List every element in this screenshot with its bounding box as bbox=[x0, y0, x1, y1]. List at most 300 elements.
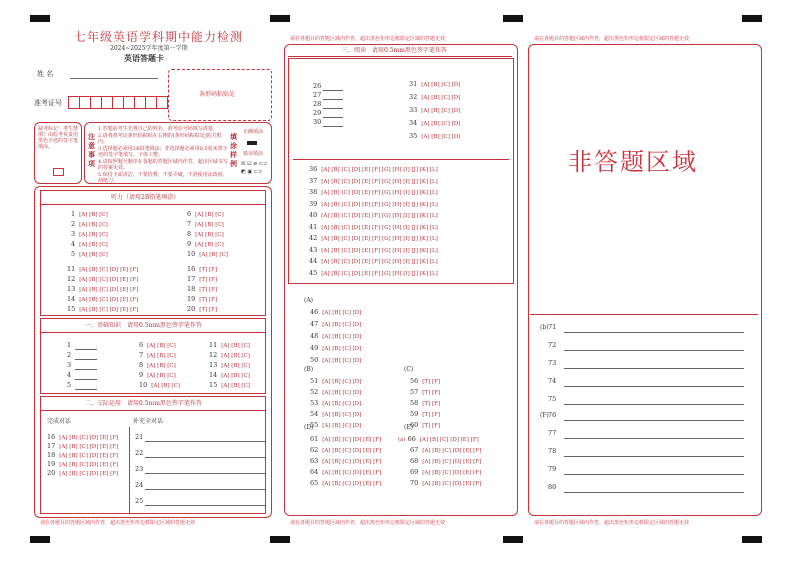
option-bubbles[interactable]: [A] [B] [C] [D] [E] [F] bbox=[422, 459, 482, 465]
option-bubbles[interactable]: [A] [B] [C] [D] bbox=[421, 121, 461, 127]
question-number: 65 bbox=[310, 479, 319, 487]
question-number: 61 bbox=[310, 435, 319, 443]
answer-row bbox=[47, 434, 118, 442]
option-bubbles[interactable]: [A] [B] [C] [D] bbox=[322, 412, 362, 418]
complete-dialogue-label: 完成对话 bbox=[47, 418, 72, 425]
option-bubbles[interactable]: [A] [B] [C] [D] [E] [F] bbox=[59, 435, 119, 441]
answer-blank[interactable] bbox=[145, 450, 265, 458]
answer-row bbox=[67, 286, 138, 294]
answer-row bbox=[309, 201, 438, 209]
question-number: 77 bbox=[548, 429, 557, 437]
question-number: 44 bbox=[309, 257, 318, 265]
answer-row bbox=[187, 211, 224, 219]
registration-mark bbox=[742, 15, 762, 22]
answer-row bbox=[398, 435, 479, 444]
option-bubbles[interactable]: [A] [B] [C] [D] [E] [F] [G] [H] [I] [J] [K] [L] bbox=[321, 201, 438, 208]
answer-row bbox=[187, 221, 224, 229]
blank-row bbox=[313, 119, 343, 127]
option-bubbles[interactable]: [A] [B] [C] [D] [E] [F] bbox=[322, 437, 382, 443]
option-bubbles[interactable]: [A] [B] [C] [D] bbox=[421, 82, 461, 88]
card-title: 英语答题卡 bbox=[124, 53, 164, 63]
option-bubbles[interactable]: [A] [B] [C] [D] [E] [F] bbox=[59, 471, 119, 477]
blank-row bbox=[313, 83, 343, 91]
question-number: 75 bbox=[548, 395, 557, 403]
question-number: 28 bbox=[313, 100, 322, 108]
question-number: 15 bbox=[67, 305, 76, 313]
answer-row bbox=[309, 189, 438, 197]
answer-line[interactable] bbox=[564, 449, 744, 457]
option-bubbles[interactable]: [A] [B] [C] [D] [E] [F] bbox=[322, 448, 382, 454]
option-bubbles[interactable]: [A] [B] [C] bbox=[147, 363, 176, 369]
answer-blank[interactable] bbox=[145, 434, 265, 442]
wrong-fill-label: 错误填涂 bbox=[243, 151, 264, 157]
question-number: 71 bbox=[548, 323, 557, 331]
question-number: 36 bbox=[309, 165, 318, 173]
option-bubbles[interactable]: [A] [B] [C] [D] [E] [F] bbox=[59, 453, 119, 459]
answer-row bbox=[310, 469, 381, 477]
blank-row bbox=[67, 362, 97, 370]
answer-blank[interactable] bbox=[75, 352, 97, 360]
option-bubbles[interactable]: [T] [F] bbox=[422, 401, 441, 407]
answer-row bbox=[310, 436, 381, 444]
option-bubbles[interactable]: [A] [B] [C] [D] [E] [F] [G] [H] [I] [J] [K] [L] bbox=[321, 236, 438, 242]
answer-line[interactable] bbox=[564, 467, 744, 475]
answer-row bbox=[310, 345, 361, 353]
question-number: 37 bbox=[309, 176, 318, 185]
answer-row bbox=[71, 211, 108, 219]
id-digit-box[interactable] bbox=[156, 96, 168, 109]
answer-line[interactable] bbox=[564, 485, 744, 493]
question-number: 41 bbox=[309, 222, 318, 231]
answer-row bbox=[409, 107, 460, 115]
barcode-area bbox=[168, 69, 272, 121]
question-number: 72 bbox=[548, 341, 557, 349]
option-bubbles[interactable]: [A] [B] [C] [D] [E] [F] bbox=[79, 277, 139, 283]
option-bubbles[interactable]: [T] [F] bbox=[422, 412, 441, 418]
option-bubbles[interactable]: [A] [B] [C] [D] [E] [F] bbox=[422, 448, 482, 454]
absent-note: 缺考标记：考生禁填！由监考负责用黑色字迹的签字笔填涂。 bbox=[38, 126, 79, 150]
section-label: (A) bbox=[304, 297, 314, 304]
absent-box bbox=[34, 122, 82, 184]
answer-row bbox=[410, 458, 481, 466]
question-number: 20 bbox=[187, 305, 196, 313]
option-bubbles[interactable]: [A] [B] [C] bbox=[79, 212, 108, 218]
reading-title: 三、阅读 请用0.5mm黑色签字笔作答 bbox=[342, 47, 447, 54]
answer-blank[interactable] bbox=[75, 372, 97, 380]
answer-row bbox=[410, 411, 440, 419]
answer-row bbox=[67, 306, 138, 314]
option-bubbles[interactable]: [A] [B] [C] [D] [E] [F] [G] [H] [I] [J] [K] [L] bbox=[321, 178, 438, 185]
question-number: 1 bbox=[67, 341, 72, 349]
option-bubbles[interactable]: [A] [B] [C] [D] [E] [F] bbox=[79, 307, 139, 313]
answer-row bbox=[209, 372, 250, 380]
option-bubbles[interactable]: [A] [B] [C] bbox=[79, 232, 108, 238]
question-number: 3 bbox=[67, 361, 72, 369]
question-number: 50 bbox=[310, 356, 319, 364]
option-bubbles[interactable]: [A] [B] [C] [D] bbox=[322, 401, 362, 407]
answer-row bbox=[67, 266, 138, 274]
option-bubbles[interactable]: [A] [B] [C] bbox=[221, 383, 250, 389]
question-number: 59 bbox=[410, 410, 419, 418]
option-bubbles[interactable]: [A] [B] [C] [D] [E] [F] bbox=[422, 470, 482, 476]
margin-note-mid-top: 请在各题目的答题区域内作答，超出黑色矩形边框限定区域的答题无效 bbox=[290, 36, 446, 42]
answer-row bbox=[309, 224, 438, 232]
question-number: 5 bbox=[71, 250, 76, 258]
question-number: 56 bbox=[410, 377, 419, 385]
question-number: 16 bbox=[187, 265, 196, 273]
question-number: 17 bbox=[187, 275, 196, 283]
option-bubbles[interactable]: [A] [B] [C] [D] bbox=[322, 379, 362, 385]
question-number: 51 bbox=[310, 377, 319, 385]
question-number: 26 bbox=[313, 82, 322, 90]
option-bubbles[interactable]: [A] [B] [C] [D] [E] [F] [G] [H] [I] [J] [K] [L] bbox=[321, 259, 438, 265]
answer-row bbox=[310, 411, 361, 419]
question-number: 68 bbox=[410, 457, 419, 465]
option-bubbles[interactable]: [A] [B] [C] [D] [E] [F] bbox=[79, 287, 139, 293]
correct-fill-mark bbox=[247, 141, 257, 145]
exam-id-label: 准考证号 bbox=[34, 99, 62, 107]
answer-row bbox=[187, 306, 217, 314]
fill-sample-label: 填涂样例 bbox=[230, 132, 237, 168]
answer-row bbox=[209, 352, 250, 360]
option-bubbles[interactable]: [A] [B] [C] bbox=[195, 242, 224, 248]
blank-row bbox=[135, 434, 265, 442]
option-bubbles[interactable]: [A] [B] [C] bbox=[195, 222, 224, 228]
option-bubbles[interactable]: [T] [F] bbox=[422, 379, 441, 385]
answer-blank[interactable] bbox=[145, 482, 265, 490]
section-label: (B) bbox=[304, 366, 314, 373]
margin-note-left: 请在各题目的答题区域内作答，超出黑色矩形边框限定区域的答题无效 bbox=[40, 520, 196, 526]
option-bubbles[interactable]: [A] [B] [C] [D] [E] [F] bbox=[59, 462, 119, 468]
option-bubbles[interactable]: [A] [B] [C] bbox=[79, 242, 108, 248]
option-bubbles[interactable]: [A] [B] [C] [D] [E] [F] bbox=[79, 297, 139, 303]
option-bubbles[interactable]: [A] [B] [C] bbox=[221, 353, 250, 359]
question-number: 7 bbox=[187, 220, 192, 228]
option-bubbles[interactable]: [A] [B] [C] bbox=[147, 343, 176, 349]
option-bubbles[interactable]: [T] [F] bbox=[199, 307, 218, 313]
answer-row bbox=[410, 469, 481, 477]
answer-row bbox=[310, 458, 381, 466]
question-number: 2 bbox=[71, 220, 76, 228]
option-bubbles[interactable]: [A] [B] [C] [D] [E] [F] [G] [H] [I] [J] [K] [L] bbox=[321, 224, 438, 231]
question-number: 58 bbox=[410, 399, 419, 407]
blank-row bbox=[67, 372, 97, 380]
question-number: 54 bbox=[310, 410, 319, 418]
notice-line: 1.答题前考生先将自己的姓名、准考证号码填写清楚。 bbox=[98, 126, 218, 132]
section-label: (b) bbox=[540, 324, 549, 331]
question-number: 6 bbox=[139, 341, 144, 349]
option-bubbles[interactable]: [A] [B] [C] bbox=[221, 373, 250, 379]
option-bubbles[interactable]: [A] [B] [C] [D] bbox=[421, 95, 461, 101]
supplement-dialogue-label: 补充全对话 bbox=[133, 418, 164, 425]
answer-blank[interactable] bbox=[323, 110, 343, 118]
question-number: 13 bbox=[67, 285, 76, 293]
blank-row bbox=[135, 450, 265, 458]
answer-row bbox=[67, 276, 138, 284]
option-bubbles[interactable]: [T] [F] bbox=[199, 297, 218, 303]
answer-blank[interactable] bbox=[323, 92, 343, 100]
question-number: 57 bbox=[410, 388, 419, 396]
option-bubbles[interactable]: [A] [B] [C] [D] bbox=[322, 310, 362, 316]
question-number: 47 bbox=[310, 320, 319, 328]
answer-row bbox=[409, 120, 460, 128]
answer-line[interactable] bbox=[564, 379, 744, 387]
question-number: 25 bbox=[135, 497, 144, 505]
question-number: 6 bbox=[187, 210, 192, 218]
option-bubbles[interactable]: [A] [B] [C] [D] bbox=[322, 334, 362, 340]
answer-line[interactable] bbox=[564, 431, 744, 439]
question-number: 9 bbox=[187, 240, 192, 248]
name-label: 姓 名 bbox=[37, 70, 54, 78]
registration-mark bbox=[30, 15, 50, 22]
option-bubbles[interactable]: [A] [B] [C] bbox=[195, 212, 224, 218]
option-bubbles[interactable]: [T] [F] bbox=[199, 277, 218, 283]
question-number: 8 bbox=[139, 361, 144, 369]
option-bubbles[interactable]: [T] [F] bbox=[422, 390, 441, 396]
registration-mark bbox=[270, 15, 290, 22]
question-number: 48 bbox=[310, 332, 319, 340]
answer-row bbox=[409, 94, 460, 102]
option-bubbles[interactable]: [A] [B] [C] [D] bbox=[322, 322, 362, 328]
question-number: 62 bbox=[310, 446, 319, 454]
question-number: 5 bbox=[67, 381, 72, 389]
question-number: 19 bbox=[47, 460, 56, 468]
question-number: 10 bbox=[139, 381, 148, 389]
blank-row bbox=[67, 382, 97, 390]
answer-row bbox=[310, 400, 361, 408]
question-number: 9 bbox=[139, 371, 144, 379]
question-number: 35 bbox=[409, 132, 418, 140]
communication-section bbox=[40, 396, 266, 514]
answer-row bbox=[310, 333, 361, 341]
name-field[interactable] bbox=[70, 78, 158, 79]
option-bubbles[interactable]: [A] [B] [C] bbox=[79, 252, 108, 258]
answer-line[interactable] bbox=[564, 325, 744, 333]
question-number: 8 bbox=[187, 230, 192, 238]
answer-blank[interactable] bbox=[145, 498, 265, 506]
absent-checkbox[interactable] bbox=[53, 168, 64, 176]
registration-mark bbox=[503, 536, 523, 543]
option-bubbles[interactable]: [A] [B] [C] [D] [E] [F] bbox=[422, 481, 482, 487]
option-bubbles[interactable]: [A] [B] [C] [D] [E] [F] bbox=[59, 444, 119, 450]
option-bubbles[interactable]: [A] [B] [C] [D] [E] [F] [G] [H] [I] [J] [K] [L] bbox=[321, 167, 438, 173]
question-number: 7 bbox=[139, 351, 144, 359]
answer-line[interactable] bbox=[564, 361, 744, 369]
question-number: 31 bbox=[409, 80, 418, 88]
write-row bbox=[548, 396, 748, 405]
registration-mark bbox=[30, 536, 50, 543]
question-number: 38 bbox=[309, 188, 318, 196]
blank-row bbox=[135, 466, 265, 474]
answer-row bbox=[67, 296, 138, 304]
write-row bbox=[548, 430, 748, 439]
question-number: 3 bbox=[71, 230, 76, 238]
notice-line: 2.请将准考证条形码粘贴在右侧的[条形码粘贴处]的方框内。 bbox=[98, 133, 222, 145]
question-number: 4 bbox=[71, 240, 76, 248]
question-number: 49 bbox=[310, 344, 319, 352]
exam-id-boxes[interactable] bbox=[68, 96, 168, 107]
question-number: 52 bbox=[310, 388, 319, 396]
notice-line: 3.选择题必须用2B铅笔填涂；非选择题必须用0.5毫米黑字迹的签字笔填写，字体工整。 bbox=[98, 146, 228, 158]
write-row bbox=[548, 378, 748, 387]
question-number: 67 bbox=[410, 446, 419, 454]
write-row bbox=[548, 484, 748, 493]
option-bubbles[interactable]: [A] [B] [C] bbox=[199, 252, 228, 258]
answer-row bbox=[310, 480, 381, 488]
answer-line[interactable] bbox=[564, 413, 744, 421]
answer-row bbox=[310, 389, 361, 397]
write-row bbox=[548, 342, 748, 351]
question-number: 64 bbox=[310, 468, 319, 476]
question-number: 12 bbox=[67, 275, 76, 283]
answer-row bbox=[310, 309, 361, 317]
question-number: 2 bbox=[67, 351, 72, 359]
answer-line[interactable] bbox=[564, 343, 744, 351]
answer-blank[interactable] bbox=[323, 83, 343, 91]
answer-row bbox=[309, 247, 438, 255]
question-number: 53 bbox=[310, 399, 319, 407]
option-bubbles[interactable]: [T] [F] bbox=[199, 287, 218, 293]
notice-box bbox=[84, 122, 272, 184]
option-bubbles[interactable]: [A] [B] [C] [D] [E] [F] [G] [H] [I] [J] [K] [L] bbox=[321, 270, 438, 277]
answer-blank[interactable] bbox=[323, 119, 343, 127]
basic-title: 一、基础知识 请用0.5mm黑色签字笔作答 bbox=[85, 322, 202, 329]
correct-fill-label: 正确填涂 bbox=[243, 129, 264, 135]
barcode-label: 条形码粘贴处 bbox=[199, 91, 236, 98]
answer-row bbox=[409, 133, 460, 141]
answer-blank[interactable] bbox=[323, 101, 343, 109]
blank-row bbox=[135, 482, 265, 490]
listening-title: 听力（请用2B铅笔填涂） bbox=[111, 194, 180, 201]
answer-row bbox=[410, 400, 440, 408]
option-bubbles[interactable]: [A] [B] [C] [D] [E] [F] [G] [H] [I] [J] [K] [L] bbox=[321, 190, 438, 196]
question-number: 10 bbox=[187, 250, 196, 258]
answer-row bbox=[139, 372, 176, 380]
option-bubbles[interactable]: [A] [B] [C] bbox=[147, 353, 176, 359]
option-bubbles[interactable]: [A] [B] [C] bbox=[147, 373, 176, 379]
option-bubbles[interactable]: [T] [F] bbox=[199, 267, 218, 273]
basic-knowledge-section bbox=[40, 318, 266, 394]
option-bubbles[interactable]: [A] [B] [C] bbox=[221, 363, 250, 369]
answer-row bbox=[187, 266, 217, 274]
answer-blank[interactable] bbox=[75, 362, 97, 370]
non-answer-area-text: 非答题区域 bbox=[568, 148, 698, 176]
answer-blank[interactable] bbox=[75, 382, 97, 390]
question-number: 13 bbox=[209, 361, 218, 369]
answer-row bbox=[139, 362, 176, 370]
question-number: 11 bbox=[209, 341, 218, 349]
option-bubbles[interactable]: [A] [B] [C] [D] [E] [F] bbox=[322, 481, 382, 487]
question-number: 32 bbox=[409, 93, 418, 101]
option-bubbles[interactable]: [A] [B] [C] [D] [E] [F] [G] [H] [I] [J] [K] [L] bbox=[321, 213, 438, 219]
question-number: 39 bbox=[309, 199, 318, 208]
option-bubbles[interactable]: [A] [B] [C] bbox=[79, 222, 108, 228]
answer-row bbox=[410, 447, 481, 455]
option-bubbles[interactable]: [A] [B] [C] [D] [E] [F] bbox=[419, 437, 479, 443]
question-number: 73 bbox=[548, 359, 557, 367]
answer-blank[interactable] bbox=[145, 466, 265, 474]
option-bubbles[interactable]: [A] [B] [C] bbox=[151, 383, 180, 389]
question-number: 46 bbox=[310, 308, 319, 316]
question-number: 45 bbox=[309, 268, 318, 277]
question-number: 23 bbox=[135, 465, 144, 473]
question-number: 70 bbox=[410, 479, 419, 487]
registration-mark bbox=[742, 536, 762, 543]
question-number: 60 bbox=[410, 421, 419, 429]
listening-section bbox=[40, 190, 266, 316]
question-number: 80 bbox=[548, 483, 557, 491]
question-number: 20 bbox=[47, 469, 56, 477]
question-number: 1 bbox=[71, 210, 76, 218]
answer-row bbox=[309, 166, 438, 174]
question-number: 14 bbox=[209, 371, 218, 379]
option-bubbles[interactable]: [A] [B] [C] [D] bbox=[421, 134, 461, 140]
answer-row bbox=[187, 231, 224, 239]
answer-blank[interactable] bbox=[75, 342, 97, 350]
question-number: 63 bbox=[310, 457, 319, 465]
notice-line: 5.保持卡面清洁，不要折叠，不要弄破，不准使用涂改液、刮纸刀。 bbox=[98, 172, 228, 184]
answer-row bbox=[47, 443, 118, 451]
margin-note-right-bottom: 请在各题目的答题区域内作答，超出黑色矩形边框限定区域的答题无效 bbox=[534, 520, 690, 526]
answer-row bbox=[310, 357, 361, 365]
question-number: 14 bbox=[67, 295, 76, 303]
option-bubbles[interactable]: [T] [F] bbox=[422, 423, 441, 429]
question-number: 42 bbox=[309, 234, 318, 242]
answer-row bbox=[209, 382, 250, 390]
question-number: 15 bbox=[209, 381, 218, 389]
reading-part-1 bbox=[288, 58, 514, 284]
answer-row bbox=[410, 389, 440, 397]
option-bubbles[interactable]: [A] [B] [C] [D] bbox=[322, 423, 362, 429]
answer-line[interactable] bbox=[564, 397, 744, 405]
option-bubbles[interactable]: [A] [B] [C] [D] [E] [F] [G] [H] [I] [J] [K] [L] bbox=[321, 247, 438, 254]
answer-row bbox=[47, 461, 118, 469]
section-label: (D) bbox=[304, 424, 314, 431]
option-bubbles[interactable]: [A] [B] [C] [D] bbox=[421, 108, 461, 114]
answer-row bbox=[47, 452, 118, 460]
answer-row bbox=[209, 362, 250, 370]
write-row bbox=[548, 466, 748, 475]
question-number: 40 bbox=[309, 211, 318, 219]
option-bubbles[interactable]: [A] [B] [C] [D] bbox=[322, 358, 362, 364]
option-bubbles[interactable]: [A] [B] [C] bbox=[221, 343, 250, 349]
exam-title: 七年级英语学科期中能力检测 bbox=[74, 30, 244, 44]
answer-row bbox=[47, 470, 118, 478]
section-prefix: (a) bbox=[398, 437, 406, 443]
answer-row bbox=[187, 276, 217, 284]
answer-row bbox=[410, 378, 440, 386]
answer-row bbox=[310, 378, 361, 386]
comm-title: 二、交际运用 请用0.5mm黑色签字笔作答 bbox=[85, 400, 202, 407]
question-number: 17 bbox=[47, 442, 56, 450]
option-bubbles[interactable]: [A] [B] [C] [D] bbox=[322, 390, 362, 396]
option-bubbles[interactable]: [A] [B] [C] bbox=[195, 232, 224, 238]
question-number: 69 bbox=[410, 468, 419, 476]
answer-row bbox=[187, 296, 217, 304]
option-bubbles[interactable]: [A] [B] [C] [D] bbox=[322, 346, 362, 352]
option-bubbles[interactable]: [A] [B] [C] [D] [E] [F] bbox=[322, 459, 382, 465]
write-row bbox=[548, 448, 748, 457]
option-bubbles[interactable]: [A] [B] [C] [D] [E] [F] bbox=[79, 267, 139, 273]
answer-row bbox=[71, 221, 108, 229]
option-bubbles[interactable]: [A] [B] [C] [D] [E] [F] bbox=[322, 470, 382, 476]
question-number: 12 bbox=[209, 351, 218, 359]
question-number: 79 bbox=[548, 465, 557, 473]
answer-row bbox=[71, 251, 108, 259]
blank-row bbox=[67, 352, 97, 360]
answer-row bbox=[310, 422, 361, 430]
answer-row bbox=[71, 231, 108, 239]
